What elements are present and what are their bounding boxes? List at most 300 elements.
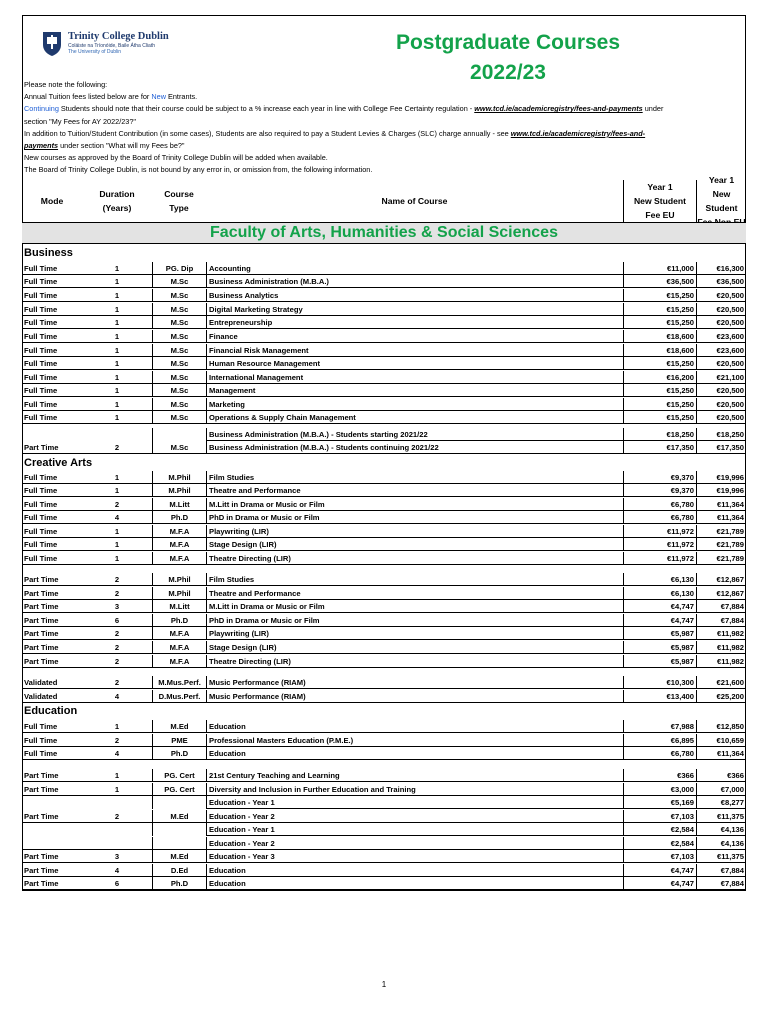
- cell-neu: €4,136: [696, 823, 746, 836]
- header-duration-line1: Duration: [99, 189, 135, 199]
- cell-type: M.Sc: [152, 344, 206, 357]
- cell-neu: €21,100: [696, 371, 746, 384]
- table-row: [22, 747, 746, 760]
- cell-mode: Full Time: [22, 398, 82, 411]
- table-row: [22, 641, 746, 654]
- note-1: Please note the following:: [24, 80, 108, 89]
- table-row: [22, 573, 746, 586]
- table-row: [22, 316, 746, 329]
- header-type-line1: Course: [164, 189, 194, 199]
- section-creative-arts: Creative Arts: [24, 457, 93, 469]
- cell-type: [152, 823, 206, 836]
- cell-type: M.Sc: [152, 275, 206, 288]
- cell-type: M.Phil: [152, 573, 206, 586]
- cell-dur: 1: [82, 371, 152, 384]
- cell-neu: €20,500: [696, 316, 746, 329]
- cell-eu: €4,747: [623, 614, 696, 627]
- cell-dur: [82, 837, 152, 850]
- cell-neu: €7,884: [696, 864, 746, 877]
- table-row: [22, 371, 746, 384]
- cell-mode: Full Time: [22, 720, 82, 733]
- table-row: [22, 587, 746, 600]
- table-row: [22, 655, 746, 668]
- cell-neu: €11,364: [696, 511, 746, 524]
- cell-type: M.Mus.Perf.: [152, 676, 206, 689]
- cell-neu: €11,375: [696, 850, 746, 863]
- cell-dur: [82, 796, 152, 809]
- header-mode: [22, 180, 82, 222]
- cell-dur: [82, 428, 152, 441]
- note-6b: under section "What will my Fees be?": [58, 141, 185, 151]
- cell-mode: Part Time: [22, 600, 82, 613]
- cell-mode: Validated: [22, 676, 82, 689]
- cell-dur: 1: [82, 344, 152, 357]
- cell-name: M.Litt in Drama or Music or Film: [206, 498, 623, 511]
- cell-mode: Part Time: [22, 810, 82, 823]
- cell-name: PhD in Drama or Music or Film: [206, 614, 623, 627]
- page-number: 1: [381, 980, 387, 989]
- cell-dur: 4: [82, 747, 152, 760]
- table-row: [22, 850, 746, 863]
- note-4: section "My Fees for AY 2022/23?": [24, 116, 136, 126]
- cell-mode: Full Time: [22, 384, 82, 397]
- cell-eu: €18,600: [623, 330, 696, 343]
- cell-neu: €10,659: [696, 734, 746, 747]
- cell-neu: €16,300: [696, 262, 746, 275]
- cell-dur: 4: [82, 864, 152, 877]
- cell-eu: €9,370: [623, 484, 696, 497]
- note-7: New courses as approved by the Board of Trinity College Dublin will be added when available.: [24, 153, 328, 163]
- table-row: [22, 357, 746, 370]
- cell-name: Education - Year 2: [206, 810, 623, 823]
- cell-eu: €15,250: [623, 411, 696, 424]
- cell-mode: [22, 837, 82, 850]
- cell-dur: 1: [82, 484, 152, 497]
- cell-neu: €11,364: [696, 747, 746, 760]
- cell-type: PG. Dip: [152, 262, 206, 275]
- cell-neu: €366: [696, 769, 746, 782]
- cell-mode: Full Time: [22, 262, 82, 275]
- cell-mode: Part Time: [22, 877, 82, 890]
- header-fee-non-eu: [696, 175, 746, 222]
- cell-neu: €20,500: [696, 357, 746, 370]
- header-neu-line1: Year 1: [708, 175, 735, 185]
- cell-name: Education - Year 1: [206, 823, 623, 836]
- note-3: [24, 103, 744, 115]
- cell-neu: €7,000: [696, 783, 746, 796]
- cell-type: M.Sc: [152, 398, 206, 411]
- cell-dur: 3: [82, 600, 152, 613]
- cell-dur: 1: [82, 783, 152, 796]
- cell-type: M.F.A: [152, 655, 206, 668]
- cell-neu: €7,884: [696, 600, 746, 613]
- title-line-2: 2022/23: [470, 61, 546, 84]
- header-fee-eu: [623, 180, 696, 222]
- note-2-new: New: [151, 92, 166, 102]
- header-eu-line3: Fee EU: [645, 210, 675, 220]
- cell-name: Financial Risk Management: [206, 344, 623, 357]
- cell-neu: €7,884: [696, 877, 746, 890]
- cell-eu: €4,747: [623, 600, 696, 613]
- cell-type: M.F.A: [152, 627, 206, 640]
- cell-type: M.Sc: [152, 316, 206, 329]
- cell-name: Theatre and Performance: [206, 484, 623, 497]
- cell-eu: €13,400: [623, 690, 696, 703]
- cell-dur: 1: [82, 538, 152, 551]
- note-2c: Entrants.: [165, 92, 198, 102]
- cell-eu: €5,987: [623, 627, 696, 640]
- cell-type: Ph.D: [152, 511, 206, 524]
- cell-type: PG. Cert: [152, 769, 206, 782]
- table-row: [22, 441, 746, 454]
- cell-name: M.Litt in Drama or Music or Film: [206, 600, 623, 613]
- table-row: [22, 783, 746, 796]
- cell-dur: 2: [82, 655, 152, 668]
- table-row: [22, 428, 746, 441]
- cell-mode: Full Time: [22, 511, 82, 524]
- cell-type: D.Ed: [152, 864, 206, 877]
- cell-name: Education: [206, 864, 623, 877]
- cell-mode: Full Time: [22, 484, 82, 497]
- cell-eu: €5,987: [623, 641, 696, 654]
- cell-eu: €11,000: [623, 262, 696, 275]
- cell-mode: Part Time: [22, 655, 82, 668]
- cell-name: Business Administration (M.B.A.) - Students continuing 2021/22: [206, 441, 623, 454]
- cell-mode: [22, 428, 82, 441]
- cell-name: Entrepreneurship: [206, 316, 623, 329]
- cell-type: D.Mus.Perf.: [152, 690, 206, 703]
- cell-dur: 2: [82, 498, 152, 511]
- cell-dur: 1: [82, 525, 152, 538]
- table-row: [22, 398, 746, 411]
- cell-type: [152, 837, 206, 850]
- cell-neu: €21,789: [696, 552, 746, 565]
- table-row: [22, 498, 746, 511]
- note-5: [24, 128, 744, 140]
- cell-dur: 2: [82, 641, 152, 654]
- table-row: [22, 810, 746, 823]
- cell-dur: 1: [82, 398, 152, 411]
- cell-eu: €15,250: [623, 357, 696, 370]
- table-row: [22, 676, 746, 689]
- cell-type: M.Phil: [152, 484, 206, 497]
- cell-eu: €7,103: [623, 850, 696, 863]
- cell-eu: €6,130: [623, 587, 696, 600]
- cell-eu: €366: [623, 769, 696, 782]
- cell-name: Stage Design (LIR): [206, 641, 623, 654]
- cell-neu: €19,996: [696, 471, 746, 484]
- cell-eu: €6,780: [623, 511, 696, 524]
- cell-dur: 1: [82, 720, 152, 733]
- table-row: [22, 511, 746, 524]
- cell-type: M.Litt: [152, 498, 206, 511]
- cell-mode: Full Time: [22, 303, 82, 316]
- cell-neu: €7,884: [696, 614, 746, 627]
- note-6: [24, 140, 744, 152]
- cell-name: Theatre and Performance: [206, 587, 623, 600]
- fees-link-2-cont[interactable]: payments: [24, 141, 59, 151]
- fees-link-1[interactable]: www.tcd.ie/academicregistry/fees-and-payments: [474, 104, 643, 114]
- cell-neu: €12,850: [696, 720, 746, 733]
- table-row: [22, 411, 746, 424]
- cell-neu: €11,982: [696, 655, 746, 668]
- cell-dur: 2: [82, 441, 152, 454]
- cell-name: Music Performance (RIAM): [206, 676, 623, 689]
- table-row: [22, 344, 746, 357]
- table-row: [22, 525, 746, 538]
- cell-type: Ph.D: [152, 877, 206, 890]
- cell-type: M.F.A: [152, 641, 206, 654]
- cell-name: PhD in Drama or Music or Film: [206, 511, 623, 524]
- cell-mode: Part Time: [22, 850, 82, 863]
- cell-name: Film Studies: [206, 471, 623, 484]
- cell-neu: €8,277: [696, 796, 746, 809]
- title-line-1: Postgraduate Courses: [395, 31, 621, 54]
- cell-type: M.Ed: [152, 810, 206, 823]
- cell-dur: 2: [82, 587, 152, 600]
- cell-dur: 2: [82, 676, 152, 689]
- table-row: [22, 303, 746, 316]
- cell-mode: Part Time: [22, 641, 82, 654]
- table-row: [22, 484, 746, 497]
- cell-eu: €6,780: [623, 747, 696, 760]
- cell-eu: €10,300: [623, 676, 696, 689]
- cell-dur: 1: [82, 289, 152, 302]
- cell-type: M.Sc: [152, 371, 206, 384]
- header-duration: [82, 180, 152, 222]
- cell-dur: 1: [82, 262, 152, 275]
- cell-mode: Full Time: [22, 538, 82, 551]
- cell-neu: €20,500: [696, 289, 746, 302]
- cell-name: Accounting: [206, 262, 623, 275]
- cell-mode: Full Time: [22, 275, 82, 288]
- cell-type: M.F.A: [152, 538, 206, 551]
- fees-link-2[interactable]: www.tcd.ie/academicregistry/fees-and-: [510, 128, 646, 138]
- logo-name: Trinity College Dublin: [68, 31, 169, 42]
- cell-neu: €19,996: [696, 484, 746, 497]
- cell-type: Ph.D: [152, 614, 206, 627]
- cell-neu: €12,867: [696, 587, 746, 600]
- cell-neu: €20,500: [696, 411, 746, 424]
- table-row: [22, 262, 746, 275]
- cell-mode: [22, 823, 82, 836]
- cell-name: Education - Year 1: [206, 796, 623, 809]
- cell-neu: €25,200: [696, 690, 746, 703]
- notes-block: [24, 79, 744, 177]
- cell-neu: €12,867: [696, 573, 746, 586]
- cell-mode: Part Time: [22, 573, 82, 586]
- cell-type: M.Sc: [152, 303, 206, 316]
- cell-type: M.Litt: [152, 600, 206, 613]
- cell-dur: 1: [82, 316, 152, 329]
- cell-dur: 2: [82, 810, 152, 823]
- cell-type: Ph.D: [152, 747, 206, 760]
- cell-neu: €36,500: [696, 275, 746, 288]
- faculty-heading: Faculty of Arts, Humanities & Social Sciences: [22, 222, 746, 244]
- table-row: [22, 864, 746, 877]
- cell-eu: €5,169: [623, 796, 696, 809]
- cell-eu: €7,103: [623, 810, 696, 823]
- cell-type: M.Phil: [152, 587, 206, 600]
- cell-eu: €7,988: [623, 720, 696, 733]
- cell-name: Business Administration (M.B.A.) - Students starting 2021/22: [206, 428, 623, 441]
- cell-name: Business Administration (M.B.A.): [206, 275, 623, 288]
- cell-dur: 1: [82, 330, 152, 343]
- cell-name: International Management: [206, 371, 623, 384]
- cell-name: Stage Design (LIR): [206, 538, 623, 551]
- cell-mode: Part Time: [22, 614, 82, 627]
- cell-name: Playwriting (LIR): [206, 627, 623, 640]
- cell-mode: Full Time: [22, 316, 82, 329]
- cell-type: M.Sc: [152, 330, 206, 343]
- note-3b: Students should note that their course could be subject to a % increase each year in line with College Fee Certainty regulation -: [58, 104, 475, 114]
- cell-eu: €6,895: [623, 734, 696, 747]
- table-row: [22, 720, 746, 733]
- cell-eu: €16,200: [623, 371, 696, 384]
- cell-mode: Full Time: [22, 747, 82, 760]
- note-2a: Annual Tuition fees listed below are for: [24, 92, 152, 102]
- note-3-continuing: Continuing: [24, 104, 59, 114]
- cell-mode: Full Time: [22, 411, 82, 424]
- note-2: [24, 91, 744, 103]
- cell-mode: Full Time: [22, 357, 82, 370]
- cell-mode: Full Time: [22, 471, 82, 484]
- cell-dur: [82, 823, 152, 836]
- table-header: [22, 175, 746, 222]
- cell-type: M.Sc: [152, 289, 206, 302]
- cell-name: Education - Year 2: [206, 837, 623, 850]
- cell-mode: Full Time: [22, 498, 82, 511]
- cell-type: M.F.A: [152, 552, 206, 565]
- cell-neu: €23,600: [696, 344, 746, 357]
- cell-mode: Part Time: [22, 864, 82, 877]
- header-name-label: Name of Course: [381, 196, 448, 206]
- table-row: [22, 877, 746, 890]
- cell-eu: €11,972: [623, 525, 696, 538]
- cell-neu: €20,500: [696, 384, 746, 397]
- tcd-logo: [42, 31, 169, 57]
- cell-dur: 1: [82, 384, 152, 397]
- cell-name: Education: [206, 720, 623, 733]
- cell-neu: €17,350: [696, 441, 746, 454]
- cell-eu: €15,250: [623, 289, 696, 302]
- cell-neu: €21,600: [696, 676, 746, 689]
- cell-name: Digital Marketing Strategy: [206, 303, 623, 316]
- cell-dur: 1: [82, 552, 152, 565]
- cell-neu: €11,364: [696, 498, 746, 511]
- cell-neu: €18,250: [696, 428, 746, 441]
- cell-type: [152, 428, 206, 441]
- cell-neu: €20,500: [696, 303, 746, 316]
- cell-neu: €23,600: [696, 330, 746, 343]
- cell-mode: Validated: [22, 690, 82, 703]
- cell-mode: Part Time: [22, 769, 82, 782]
- header-eu-line1: Year 1: [647, 182, 673, 192]
- table-row: [22, 384, 746, 397]
- cell-eu: €18,600: [623, 344, 696, 357]
- table-row: [22, 614, 746, 627]
- cell-name: Professional Masters Education (P.M.E.): [206, 734, 623, 747]
- cell-eu: €18,250: [623, 428, 696, 441]
- cell-mode: Full Time: [22, 330, 82, 343]
- cell-type: PME: [152, 734, 206, 747]
- cell-eu: €15,250: [623, 316, 696, 329]
- note-3c: under: [642, 104, 664, 114]
- cell-type: M.Sc: [152, 384, 206, 397]
- cell-name: Playwriting (LIR): [206, 525, 623, 538]
- cell-eu: €11,972: [623, 538, 696, 551]
- cell-name: Management: [206, 384, 623, 397]
- cell-mode: Full Time: [22, 525, 82, 538]
- cell-name: Music Performance (RIAM): [206, 690, 623, 703]
- cell-neu: €20,500: [696, 398, 746, 411]
- cell-dur: 6: [82, 877, 152, 890]
- cell-name: Marketing: [206, 398, 623, 411]
- cell-eu: €15,250: [623, 303, 696, 316]
- cell-type: [152, 796, 206, 809]
- cell-eu: €2,584: [623, 837, 696, 850]
- cell-name: Education: [206, 877, 623, 890]
- header-neu-line2: New Student: [705, 189, 738, 213]
- table-row: [22, 471, 746, 484]
- cell-mode: Full Time: [22, 552, 82, 565]
- cell-name: Operations & Supply Chain Management: [206, 411, 623, 424]
- cell-dur: 1: [82, 411, 152, 424]
- header-eu-line2: New Student: [633, 196, 687, 206]
- header-type: [152, 180, 206, 222]
- cell-name: Theatre Directing (LIR): [206, 655, 623, 668]
- cell-type: PG. Cert: [152, 783, 206, 796]
- cell-eu: €9,370: [623, 471, 696, 484]
- cell-mode: Part Time: [22, 783, 82, 796]
- cell-mode: [22, 796, 82, 809]
- section-education: Education: [24, 705, 78, 717]
- cell-neu: €21,789: [696, 538, 746, 551]
- cell-eu: €36,500: [623, 275, 696, 288]
- header-name: [206, 180, 623, 222]
- cell-name: Diversity and Inclusion in Further Education and Training: [206, 783, 623, 796]
- cell-eu: €5,987: [623, 655, 696, 668]
- cell-dur: 1: [82, 769, 152, 782]
- cell-type: M.Phil: [152, 471, 206, 484]
- table-row: [22, 796, 746, 809]
- cell-eu: €15,250: [623, 398, 696, 411]
- cell-eu: €2,584: [623, 823, 696, 836]
- table-row: [22, 823, 746, 836]
- cell-mode: Full Time: [22, 371, 82, 384]
- table-row: [22, 289, 746, 302]
- cell-dur: 1: [82, 275, 152, 288]
- cell-dur: 2: [82, 573, 152, 586]
- cell-name: Film Studies: [206, 573, 623, 586]
- cell-mode: Part Time: [22, 441, 82, 454]
- table-row: [22, 734, 746, 747]
- table-row: [22, 538, 746, 551]
- cell-dur: 6: [82, 614, 152, 627]
- logo-subtitle: The University of Dublin: [68, 49, 122, 55]
- cell-mode: Full Time: [22, 344, 82, 357]
- cell-eu: €11,972: [623, 552, 696, 565]
- cell-dur: 3: [82, 850, 152, 863]
- cell-mode: Full Time: [22, 734, 82, 747]
- cell-neu: €11,982: [696, 641, 746, 654]
- table-row: [22, 769, 746, 782]
- cell-dur: 2: [82, 627, 152, 640]
- cell-neu: €11,982: [696, 627, 746, 640]
- cell-dur: 2: [82, 734, 152, 747]
- cell-name: Finance: [206, 330, 623, 343]
- cell-mode: Part Time: [22, 627, 82, 640]
